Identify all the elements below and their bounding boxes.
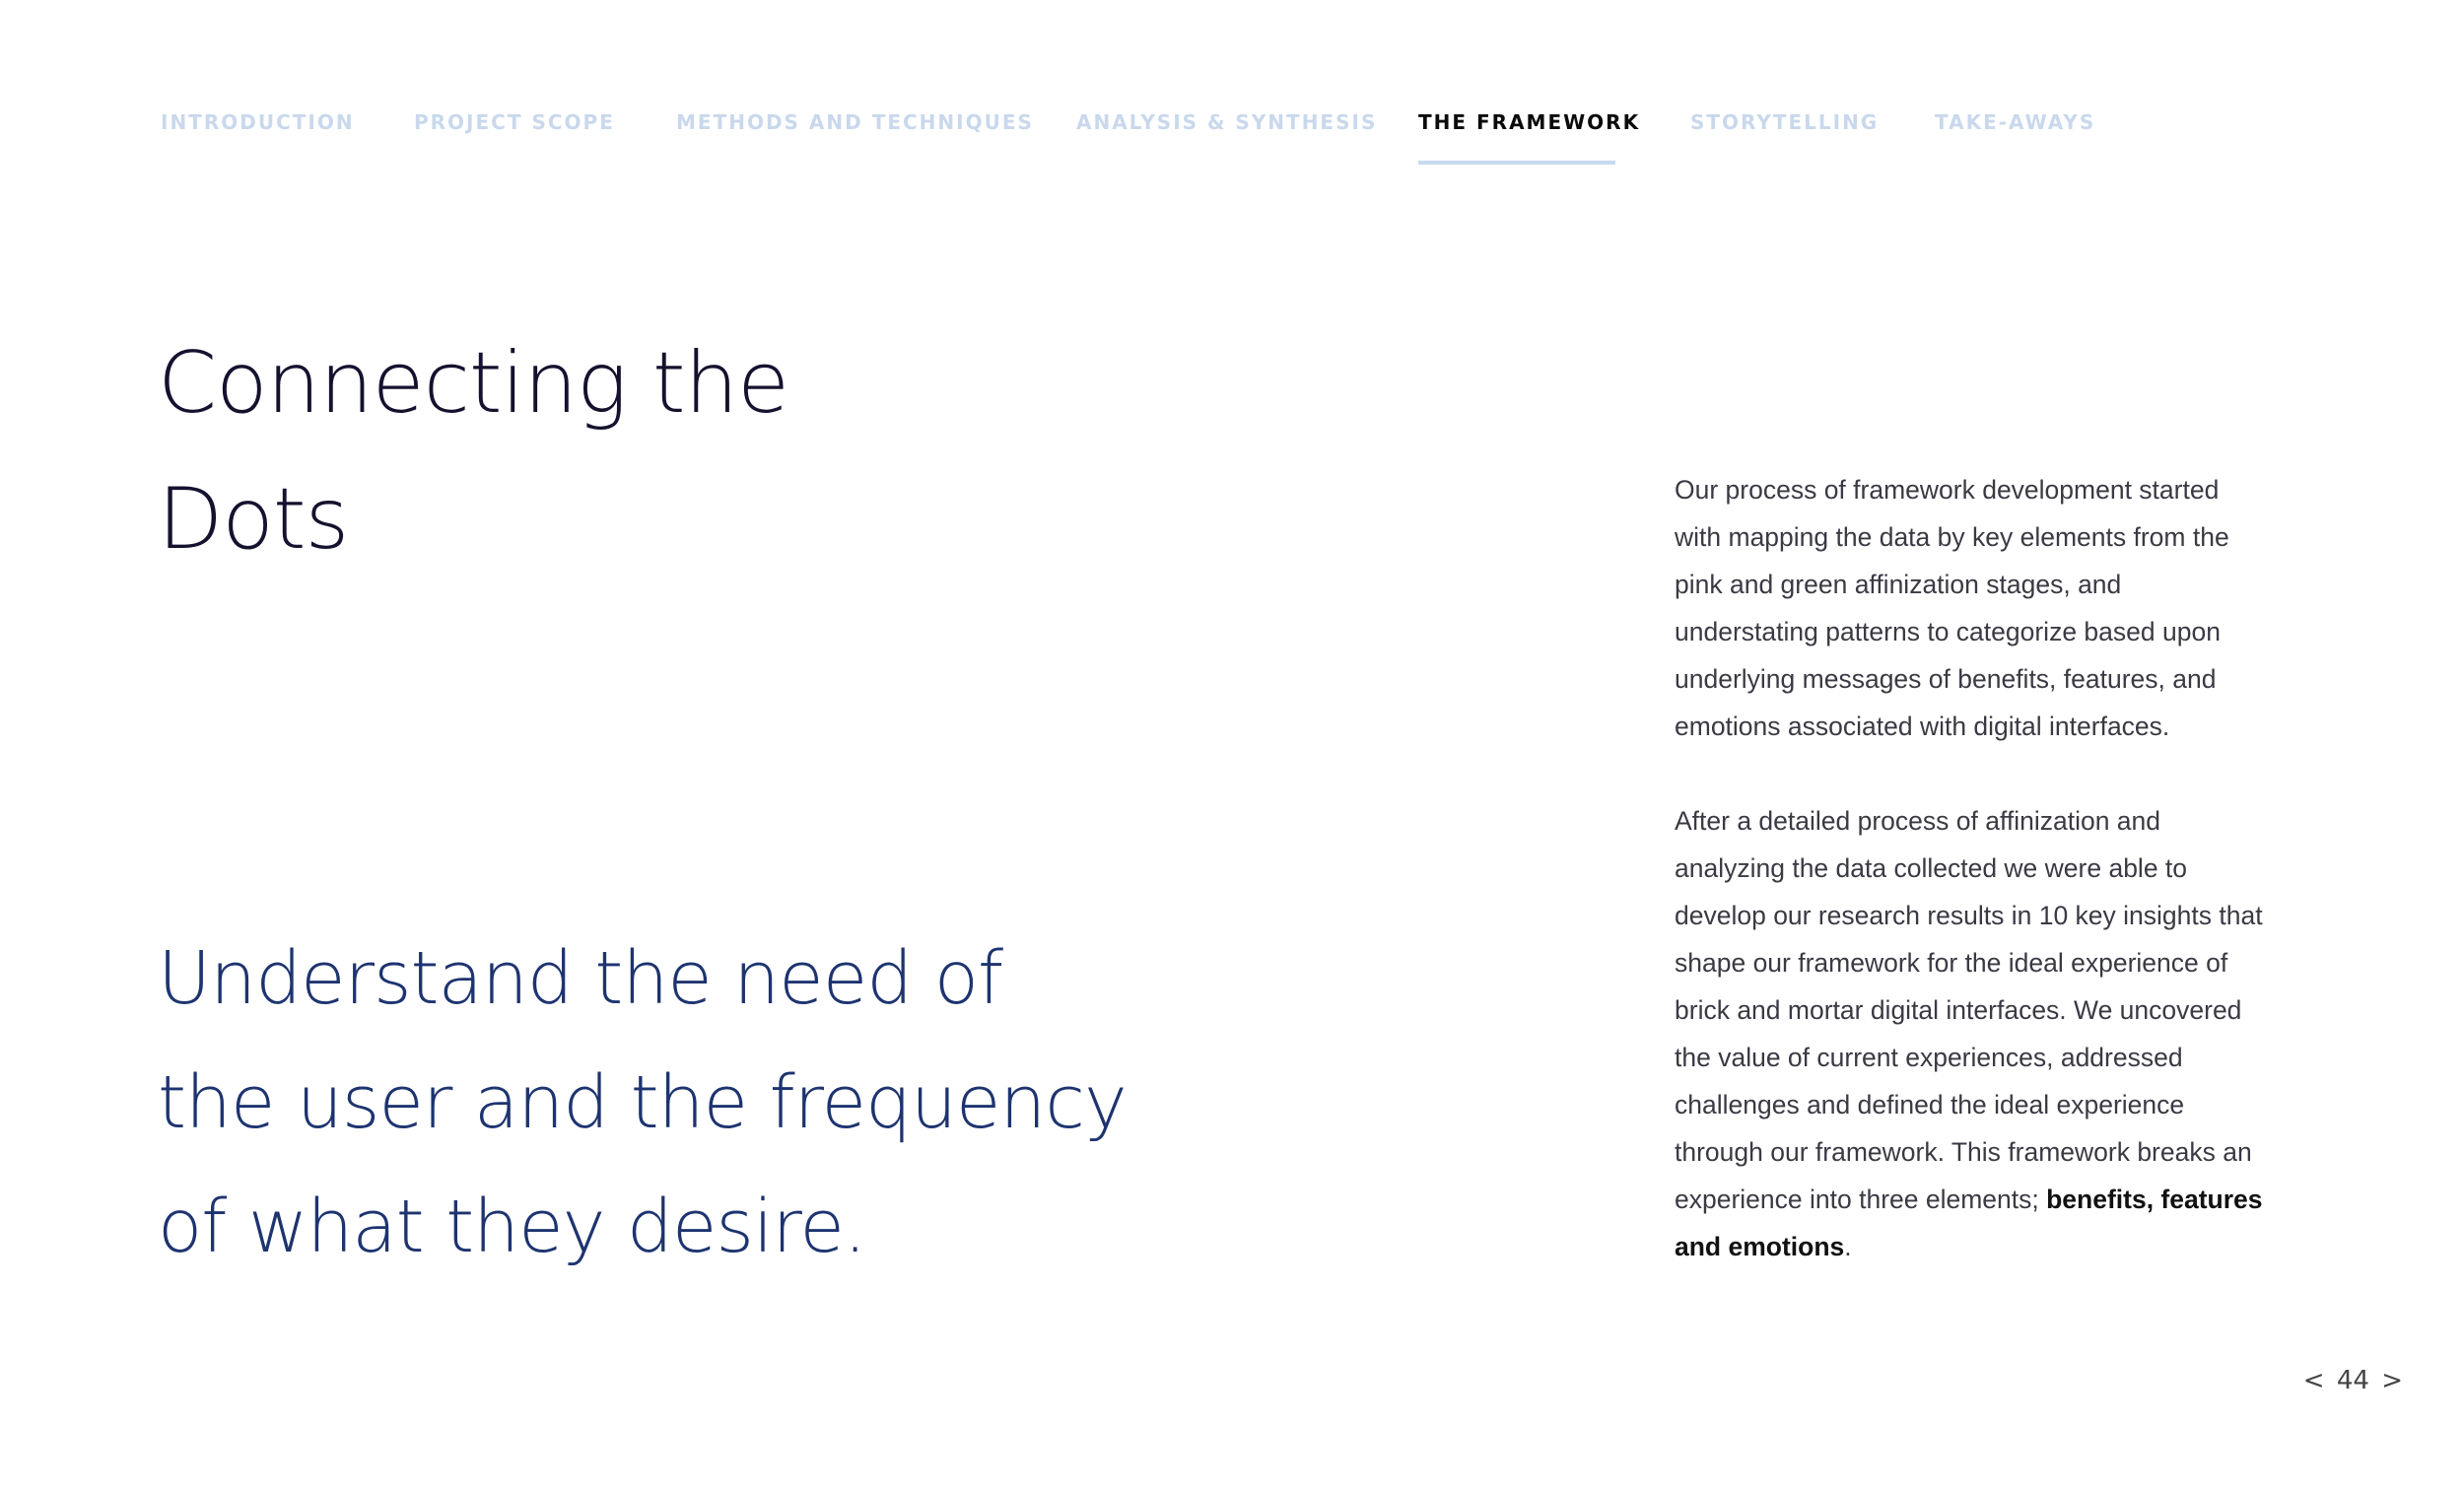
tagline-line-2: the user and the frequency (158, 1060, 1127, 1145)
nav-item-methods-and-techniques[interactable]: METHODS AND TECHNIQUES (676, 110, 1034, 134)
page-title-line-1: Connecting the (158, 334, 789, 433)
prev-page-button[interactable]: < (2302, 1366, 2325, 1395)
nav-item-storytelling[interactable]: STORYTELLING (1690, 110, 1880, 134)
body-paragraph-2-text: After a detailed process of affinization and analyzing the data collected we were able to develop our research results in 10 key insights that shape our framework for the ideal experience of brick and mortar digital interfaces. We uncovered the value of current experiences, addressed challenges and defined the ideal experience through our framework. This framework breaks an experience into three elements; (1675, 806, 2263, 1214)
page-navigator (2299, 1366, 2407, 1395)
page-title-line-2: Dots (158, 470, 349, 569)
body-paragraph-2-end: . (1844, 1232, 1852, 1261)
nav-item-analysis-synthesis[interactable]: ANALYSIS & SYNTHESIS (1076, 110, 1378, 134)
nav-item-project-scope[interactable]: PROJECT SCOPE (414, 110, 615, 134)
body-text (1675, 466, 2266, 1270)
nav-item-the-framework[interactable]: THE FRAMEWORK (1418, 110, 1641, 134)
body-paragraph-2-emphasis: benefits, features and emotions (1675, 1185, 2263, 1261)
active-tab-underline (1418, 161, 1615, 165)
body-paragraph-1: Our process of framework development started with mapping the data by key elements from the pink and green affinization stages, and understating patterns to categorize based upon underlying messages of benefits, features, and emotions associated with digital interfaces. (1675, 475, 2229, 741)
nav-item-take-aways[interactable]: TAKE-AWAYS (1935, 110, 2096, 134)
tagline-line-1: Understand the need of (158, 936, 1003, 1021)
page-number: 44 (2336, 1366, 2369, 1395)
next-page-button[interactable]: > (2381, 1366, 2403, 1395)
tagline (158, 916, 1127, 1289)
nav-item-introduction[interactable]: INTRODUCTION (161, 110, 355, 134)
page-title (158, 315, 788, 587)
tagline-line-3: of what they desire. (158, 1185, 866, 1269)
body-paragraph-2 (1675, 797, 2266, 1270)
